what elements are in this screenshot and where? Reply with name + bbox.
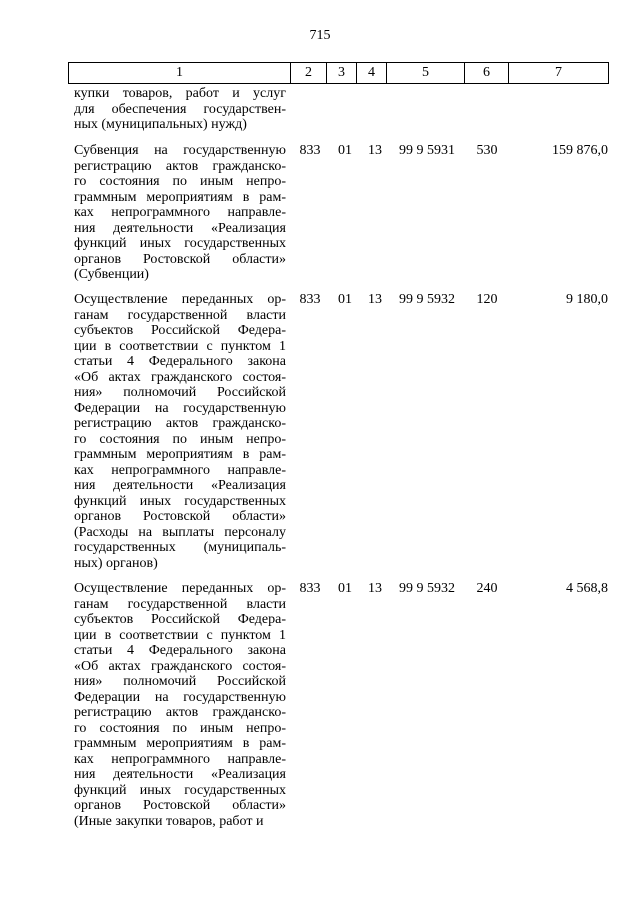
text-line: (Субвенции) <box>74 267 149 282</box>
column-header: 1 <box>69 63 291 84</box>
text-line: ганам государственной власти <box>74 307 286 323</box>
text-line: купки товаров, работ и услуг <box>74 86 286 101</box>
text-line: статьи 4 Федерального закона <box>74 643 286 658</box>
column-header-table <box>68 62 609 84</box>
column-header: 2 <box>291 63 327 84</box>
text-line: ния деятельности «Реализация <box>74 767 286 782</box>
text-line: органов Ростовской области» <box>74 798 286 813</box>
text-line: Федерации на государственную <box>74 400 286 416</box>
text-line: го состояния по иным непро- <box>74 720 286 736</box>
text-line: ках непрограммного направле- <box>74 205 286 220</box>
text-line: для обеспечения государствен- <box>74 101 286 117</box>
text-line: ках непрограммного направле- <box>74 751 286 767</box>
expense-type-code: 530 <box>476 143 498 158</box>
text-line: Субвенция на государственную <box>74 143 286 158</box>
text-line: ганам государственной власти <box>74 596 286 612</box>
text-line: го состояния по иным непро- <box>74 431 286 447</box>
expense-type-code: 240 <box>476 581 498 596</box>
text-line: Осуществление переданных ор- <box>74 292 286 307</box>
page-number: 715 <box>309 28 331 43</box>
column-header-row <box>69 63 609 84</box>
row-description <box>74 292 286 571</box>
text-line: ции в соответствии с пунктом 1 <box>74 338 286 354</box>
text-line: ках непрограммного направле- <box>74 462 286 478</box>
text-line: ния» полномочий Российской <box>74 385 286 400</box>
text-line: ных) органов) <box>74 555 158 571</box>
continuation-text <box>74 86 286 133</box>
text-line: граммным мероприятиям в рам- <box>74 447 286 462</box>
column-header: 5 <box>387 63 465 84</box>
text-line: граммным мероприятиям в рам- <box>74 189 286 205</box>
row-description <box>74 581 286 829</box>
text-line: го состояния по иным непро- <box>74 174 286 189</box>
text-line: ния деятельности «Реализация <box>74 220 286 236</box>
column-header: 6 <box>465 63 509 84</box>
text-line: субъектов Российской Федера- <box>74 612 286 627</box>
target-article-code: 99 9 5932 <box>399 581 455 596</box>
text-line: государственных (муниципаль- <box>74 540 286 555</box>
ministry-code: 833 <box>299 143 321 158</box>
text-line: регистрацию актов гражданско- <box>74 705 286 720</box>
row-description <box>74 143 286 283</box>
text-line: граммным мероприятиям в рам- <box>74 736 286 751</box>
column-header: 4 <box>357 63 387 84</box>
ministry-code: 833 <box>299 292 321 307</box>
section-code: 01 <box>338 292 352 307</box>
text-line: ния деятельности «Реализация <box>74 478 286 493</box>
amount: 9 180,0 <box>566 292 608 307</box>
text-line: Осуществление переданных ор- <box>74 581 286 596</box>
text-line: регистрацию актов гражданско- <box>74 416 286 431</box>
text-line: функций иных государственных <box>74 493 286 509</box>
subsection-code: 13 <box>368 143 382 158</box>
text-line: ции в соответствии с пунктом 1 <box>74 627 286 643</box>
section-code: 01 <box>338 143 352 158</box>
amount: 4 568,8 <box>566 581 608 596</box>
text-line: (Иные закупки товаров, работ и <box>74 813 264 829</box>
text-line: (Расходы на выплаты персоналу <box>74 524 286 540</box>
text-line: «Об актах гражданского состоя- <box>74 658 286 674</box>
text-line: функций иных государственных <box>74 782 286 798</box>
column-header: 3 <box>327 63 357 84</box>
text-line: статьи 4 Федерального закона <box>74 354 286 369</box>
text-line: субъектов Российской Федера- <box>74 323 286 338</box>
text-line: функций иных государственных <box>74 236 286 251</box>
column-header: 7 <box>509 63 609 84</box>
subsection-code: 13 <box>368 581 382 596</box>
text-line: регистрацию актов гражданско- <box>74 158 286 174</box>
expense-type-code: 120 <box>476 292 498 307</box>
subsection-code: 13 <box>368 292 382 307</box>
section-code: 01 <box>338 581 352 596</box>
text-line: ных (муниципальных) нужд) <box>74 117 247 132</box>
target-article-code: 99 9 5931 <box>399 143 455 158</box>
text-line: «Об актах гражданского состоя- <box>74 369 286 385</box>
text-line: ния» полномочий Российской <box>74 674 286 689</box>
amount: 159 876,0 <box>552 143 608 158</box>
text-line: Федерации на государственную <box>74 689 286 705</box>
text-line: органов Ростовской области» <box>74 251 286 267</box>
target-article-code: 99 9 5932 <box>399 292 455 307</box>
ministry-code: 833 <box>299 581 321 596</box>
text-line: органов Ростовской области» <box>74 509 286 524</box>
